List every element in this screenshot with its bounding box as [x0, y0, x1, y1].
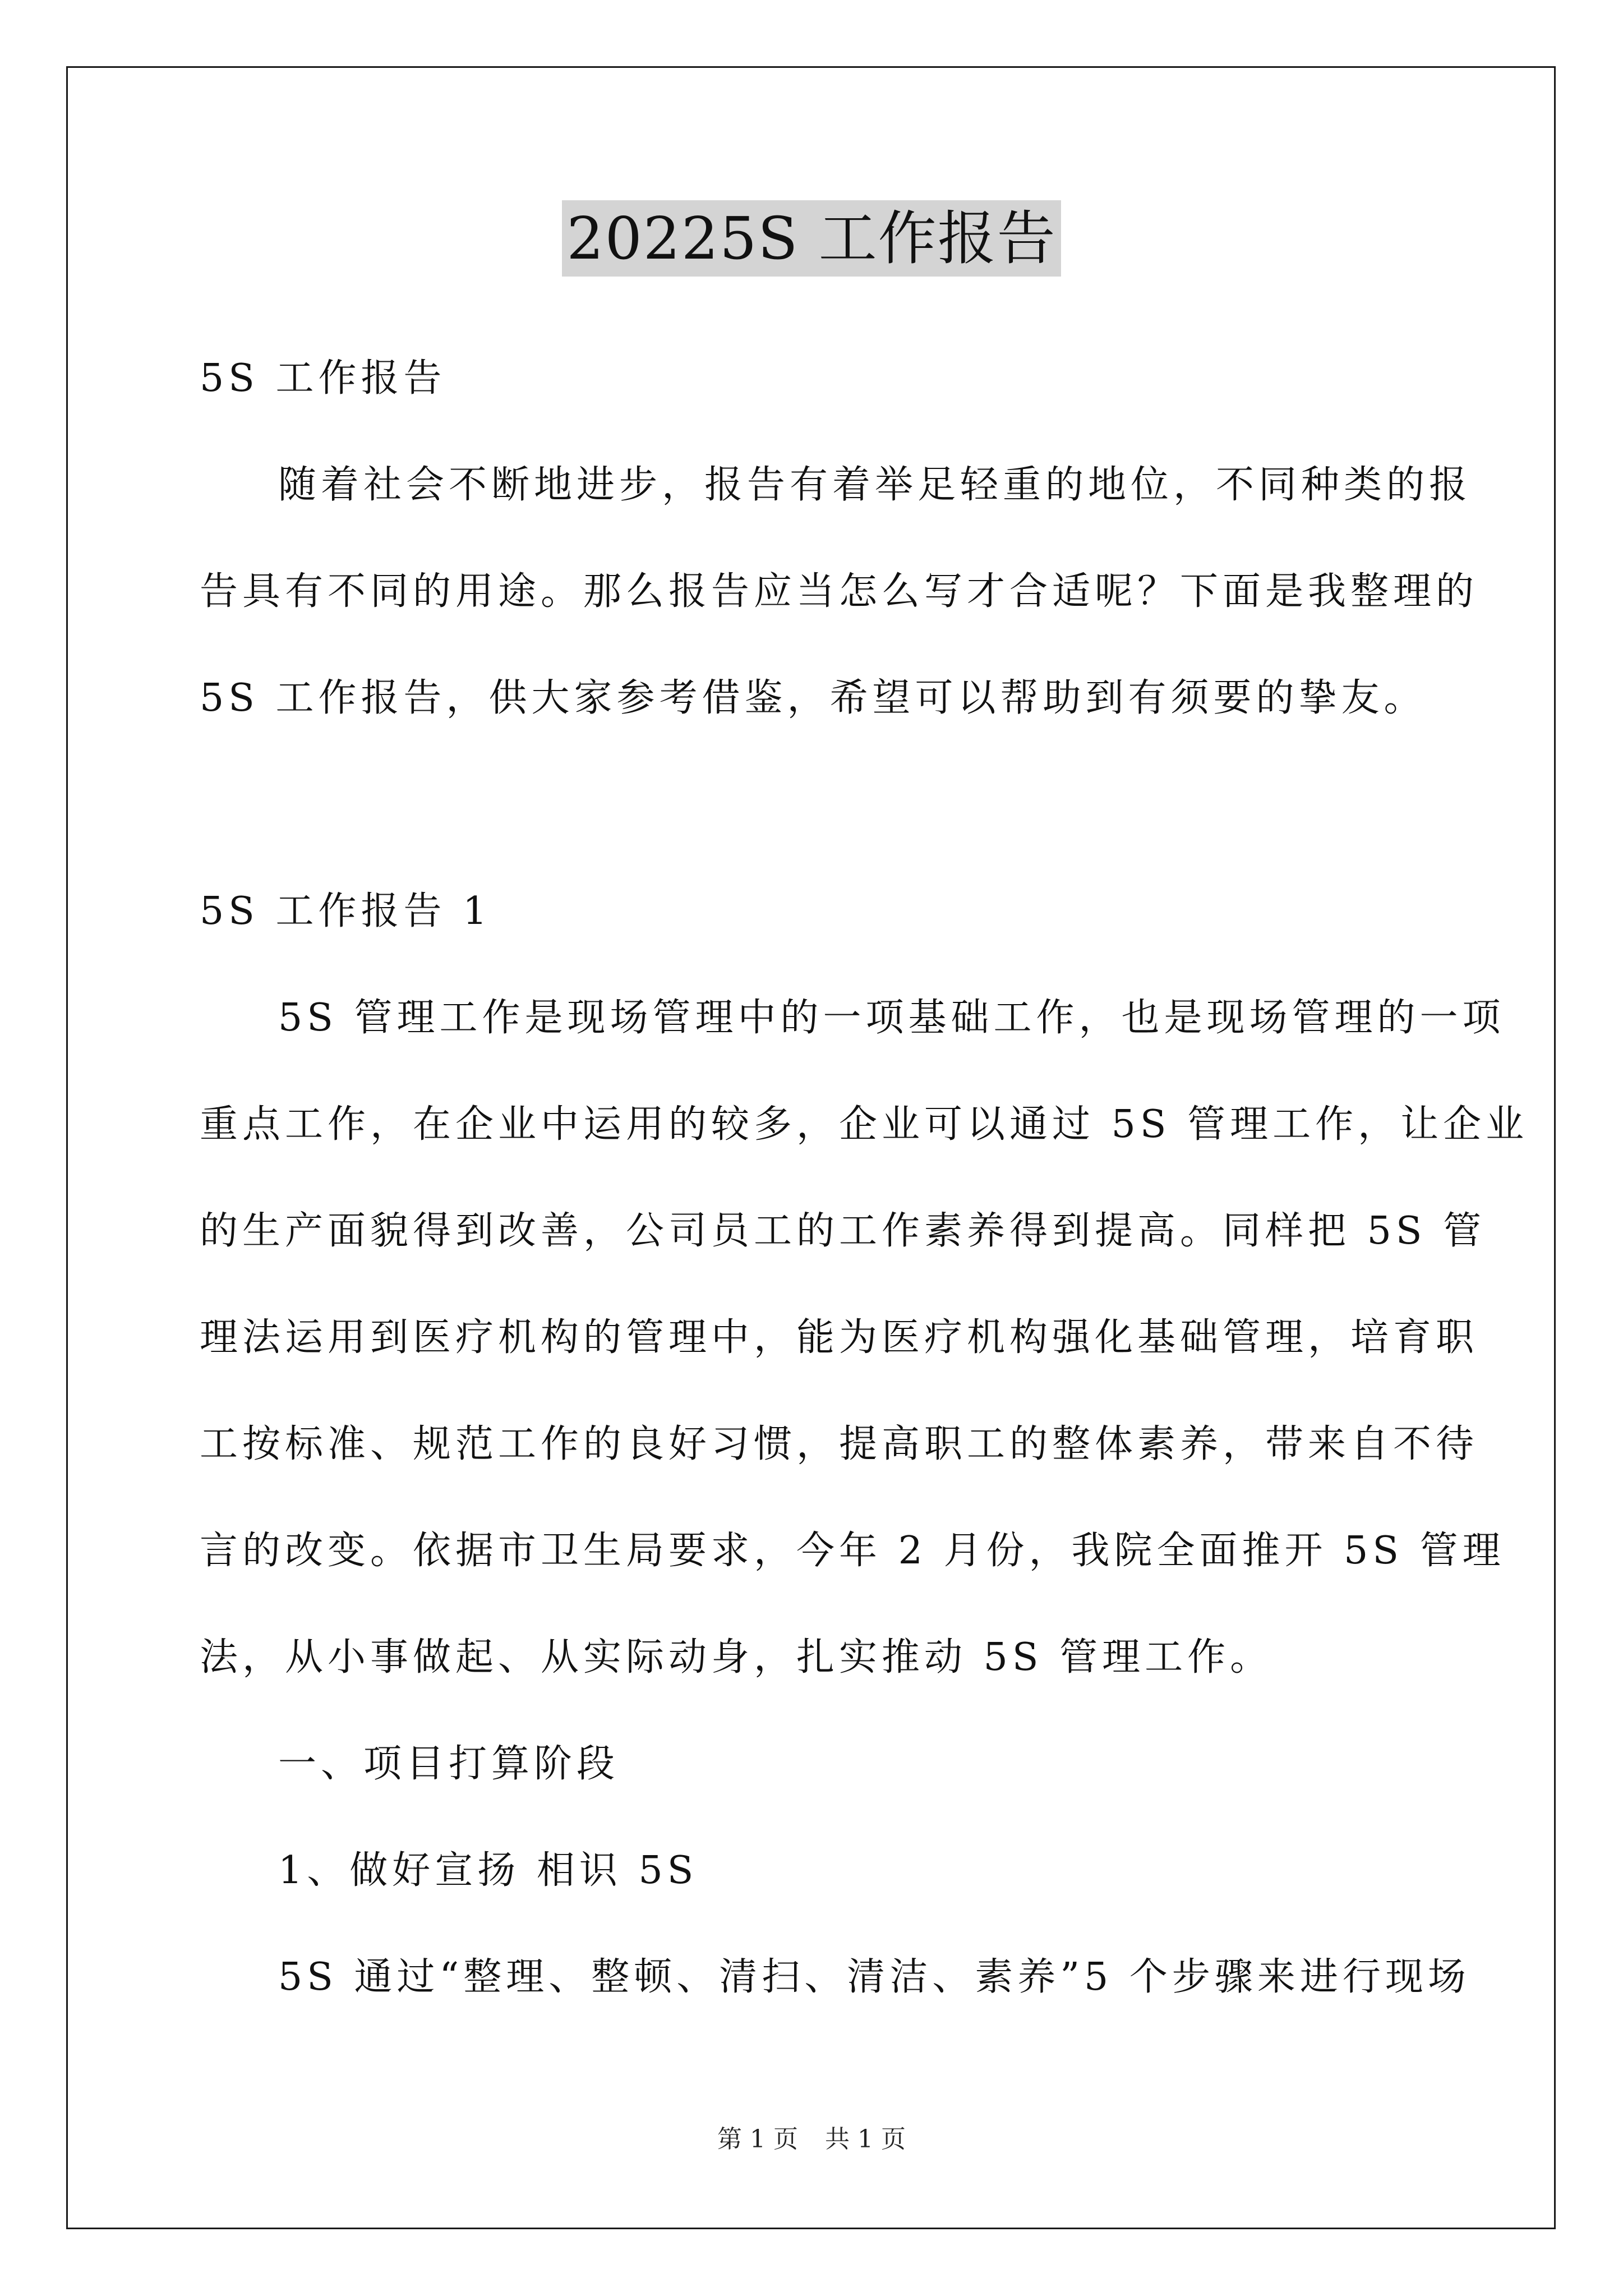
document-title: 20225S 工作报告: [562, 200, 1061, 277]
body-line: 的生产面貌得到改善，公司员工的工作素养得到提高。同样把 5S 管: [200, 1209, 1486, 1253]
title-container: [0, 200, 1623, 277]
part-heading: 一、项目打算阶段: [278, 1742, 620, 1786]
page-number: 第 1 页: [717, 2125, 798, 2154]
intro-line: 5S 工作报告，供大家参考借鉴，希望可以帮助到有须要的挚友。: [200, 676, 1427, 720]
page-footer: [0, 2123, 1623, 2156]
body-line: 5S 管理工作是现场管理中的一项基础工作，也是现场管理的一项: [278, 996, 1505, 1040]
subtitle: 5S 工作报告: [200, 356, 446, 401]
intro-line: 告具有不同的用途。那么报告应当怎么写才合适呢？下面是我整理的: [200, 569, 1479, 614]
item-heading: 1、做好宣扬 相识 5S: [278, 1848, 698, 1893]
body-line: 工按标准、规范工作的良好习惯，提高职工的整体素养，带来自不待: [200, 1422, 1479, 1466]
intro-line: 随着社会不断地进步，报告有着举足轻重的地位，不同种类的报: [278, 463, 1472, 507]
section-heading: 5S 工作报告 1: [200, 889, 492, 933]
body-line: 法，从小事做起、从实际动身，扎实推动 5S 管理工作。: [200, 1635, 1273, 1680]
body-line: 理法运用到医疗机构的管理中，能为医疗机构强化基础管理，培育职: [200, 1315, 1479, 1360]
body-line: 5S 通过“整理、整顿、清扫、清洁、素养”5 个步骤来进行现场: [278, 1955, 1470, 1999]
body-line: 重点工作，在企业中运用的较多，企业可以通过 5S 管理工作，让企业: [200, 1102, 1529, 1147]
page-total: 共 1 页: [825, 2125, 906, 2154]
body-line: 言的改变。依据市卫生局要求，今年 2 月份，我院全面推开 5S 管理: [200, 1529, 1505, 1573]
